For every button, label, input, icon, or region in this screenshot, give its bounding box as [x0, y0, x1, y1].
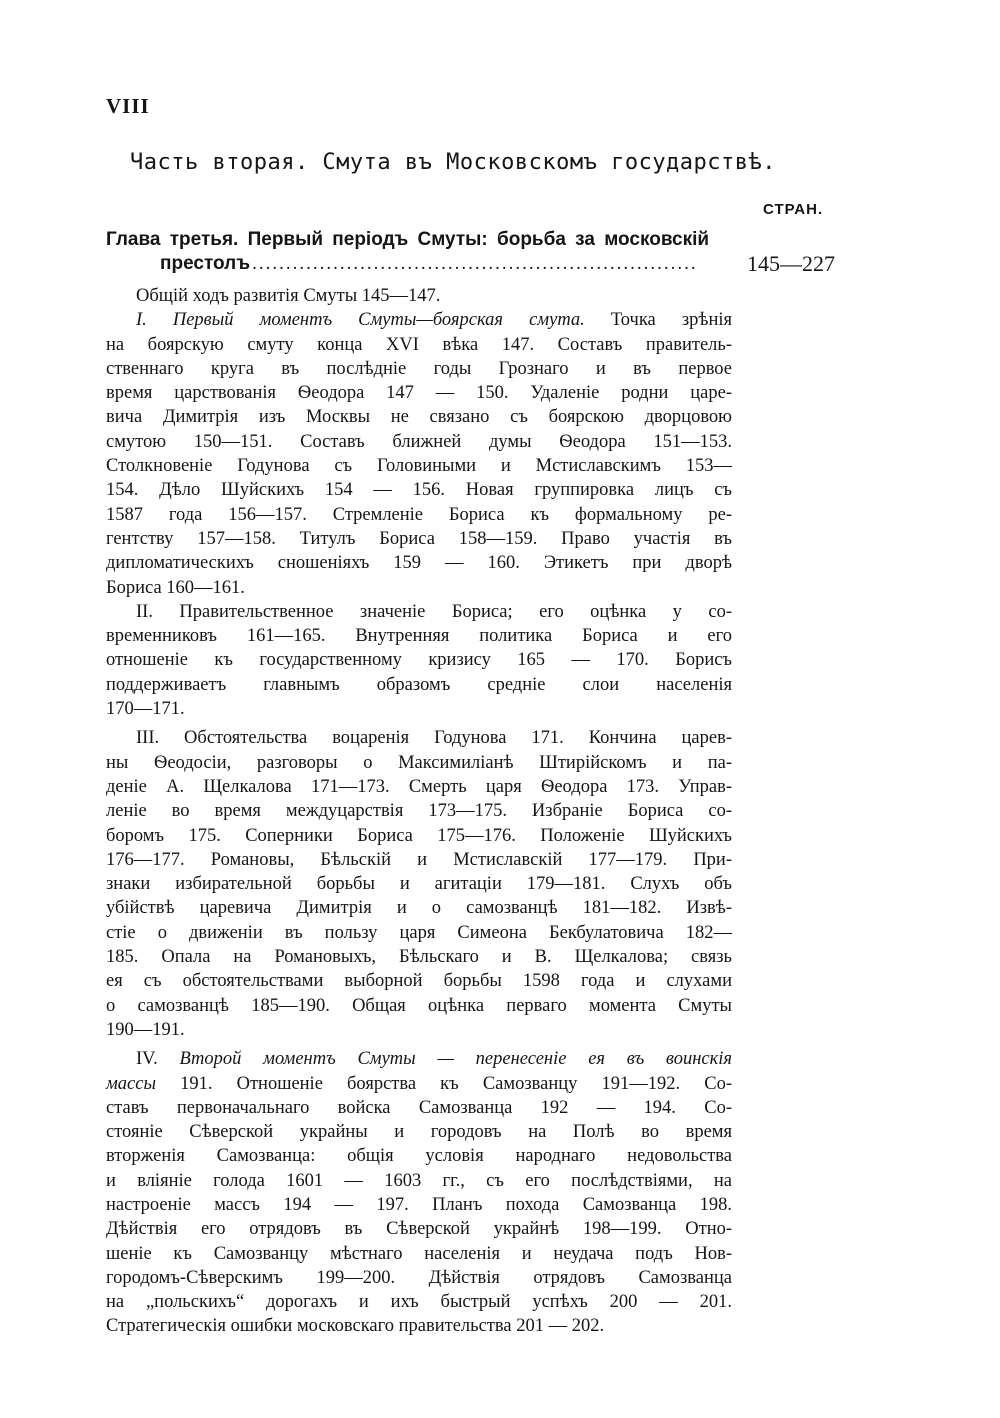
section-2-paragraph: [106, 600, 732, 721]
text-line: стіе о движеніи въ пользу царя Симеона Бекбулатовича 182—: [106, 922, 732, 943]
text-line: вича Димитрія изъ Москвы не связано съ боярскою дворцовою: [106, 407, 732, 428]
text-line: время царствованія Ѳеодора 147 — 150. Удаленіе родни царе-: [106, 383, 732, 404]
section-1-paragraph: [106, 308, 732, 600]
text-line: шеніе къ Самозванцу мѣстнаго населенія и неудача подъ Нов-: [106, 1243, 732, 1264]
page-number: VIII: [106, 94, 150, 118]
text-line: 1587 года 156—157. Стремленіе Бориса къ формальному ре-: [106, 504, 732, 525]
text-line: Бориса 160—161.: [106, 577, 245, 598]
text-line: 185. Опала на Романовыхъ, Бѣльскаго и В. Щелкалова; связь: [106, 947, 732, 968]
text-line: боромъ 175. Соперники Бориса 175—176. Положеніе Шуйскихъ: [106, 825, 732, 846]
text-line: ственнаго круга въ послѣдніе годы Грознаго и въ первое: [106, 358, 732, 379]
text-line: поддерживаетъ главнымъ образомъ средніе слои населенія: [106, 674, 732, 695]
section-3-paragraph: [106, 726, 732, 1042]
pages-column-header: СТРАН.: [763, 201, 824, 218]
text-line: леніе во время междуцарствія 173—175. Избраніе Бориса со-: [106, 801, 732, 822]
text-line: настроеніе массъ 194 — 197. Планъ похода Самозванца 198.: [106, 1194, 732, 1215]
text-line: Стратегическія ошибки московскаго правительства 201 — 202.: [106, 1316, 605, 1337]
text-line: вторженія Самозванца: общія условія народнаго недовольства: [106, 1146, 732, 1167]
text-line: ея съ обстоятельствами выборной борьбы 1598 года и слухами: [106, 971, 732, 992]
section-heading-rest: 191. Отношеніе боярства къ Самозванцу 191—192. Со-: [180, 1073, 732, 1094]
text-line: 176—177. Романовы, Бѣльскій и Мстиславскій 177—179. При-: [106, 849, 732, 870]
text-line: городомъ-Сѣверскимъ 199—200. Дѣйствія отрядовъ Самозванца: [106, 1267, 732, 1288]
text-line: [106, 308, 732, 332]
text-line: деніе А. Щелкалова 171—173. Смерть царя Ѳеодора 173. Управ-: [106, 776, 732, 797]
text-line: убійствѣ царевича Димитрія и о самозванцѣ 181—182. Извѣ-: [106, 898, 732, 919]
text-line: Столкновеніе Годунова съ Головиными и Мстиславскимъ 153—: [106, 456, 732, 477]
text-line: ставъ первоначальнаго войска Самозванца 192 — 194. Со-: [106, 1097, 732, 1118]
text-line: на боярскую смуту конца XVI вѣка 147. Составъ правитель-: [106, 334, 732, 355]
text-line: временниковъ 161—165. Внутренняя политика Бориса и его: [106, 626, 732, 647]
text-line: [106, 1047, 732, 1071]
text-line: гентству 157—158. Титулъ Бориса 158—159. Право участія въ: [106, 528, 732, 549]
text-line: отношеніе къ государственному кризису 165 — 170. Борисъ: [106, 650, 732, 671]
dot-leader: ..................................................................: [252, 253, 698, 274]
text-line: стояніе Сѣверской украйны и городовъ на Полѣ во время: [106, 1122, 732, 1143]
text-line: [106, 1072, 732, 1096]
text-line: 170—171.: [106, 699, 185, 720]
text-line: ны Ѳеодосіи, разговоры о Максимиліанѣ Штирійскомъ и па-: [106, 752, 732, 773]
text-line: о самозванцѣ 185—190. Общая оцѣнка перваго момента Смуты: [106, 995, 732, 1016]
text-line: III. Обстоятельства воцаренія Годунова 171. Кончина царев-: [136, 728, 732, 749]
text-line: дипломатическихъ сношеніяхъ 159 — 160. Этикетъ при дворѣ: [106, 553, 732, 574]
text-line: 190—191.: [106, 1019, 185, 1040]
chapter-page-range: 145—227: [747, 251, 835, 276]
text-line: Общій ходъ развитія Смуты 145—147.: [136, 286, 441, 306]
text-line: II. Правительственное значеніе Бориса; его оцѣнка у со-: [136, 601, 732, 622]
section-heading-num: IV.: [136, 1049, 180, 1070]
section-4-paragraph: [106, 1047, 732, 1339]
text-line: знаки избирательной борьбы и агитаціи 179—181. Слухъ объ: [106, 874, 732, 895]
section-heading-cont: массы: [106, 1073, 181, 1094]
text-line: и вліяніе голода 1601 — 1603 гг., съ его послѣдствіями, на: [106, 1170, 732, 1191]
table-of-contents-body: [106, 284, 732, 1339]
part-title: Часть вторая. Смута въ Московскомъ государствѣ.: [130, 150, 777, 175]
text-line: смутою 150—151. Составъ ближней думы Ѳеодора 151—153.: [106, 431, 732, 452]
section-heading: Второй моментъ Смуты — перенесеніе ея въ воинскія: [179, 1049, 732, 1070]
text-line: Дѣйствія его отрядовъ въ Сѣверской украйнѣ 198—199. Отно-: [106, 1219, 732, 1240]
summary-paragraph: [106, 284, 732, 308]
chapter-title-line-1: Глава третья. Первый періодъ Смуты: борьба за московскій: [106, 229, 710, 250]
section-heading: I. Первый моментъ Смуты—боярская смута.: [136, 310, 611, 331]
chapter-title-line-2: [160, 253, 730, 275]
section-heading-rest: Точка зрѣнія: [610, 310, 732, 331]
chapter-title-word: престолъ: [160, 253, 251, 274]
text-line: на „польскихъ“ дорогахъ и ихъ быстрый успѣхъ 200 — 201.: [106, 1292, 732, 1313]
text-line: 154. Дѣло Шуйскихъ 154 — 156. Новая группировка лицъ съ: [106, 480, 732, 501]
